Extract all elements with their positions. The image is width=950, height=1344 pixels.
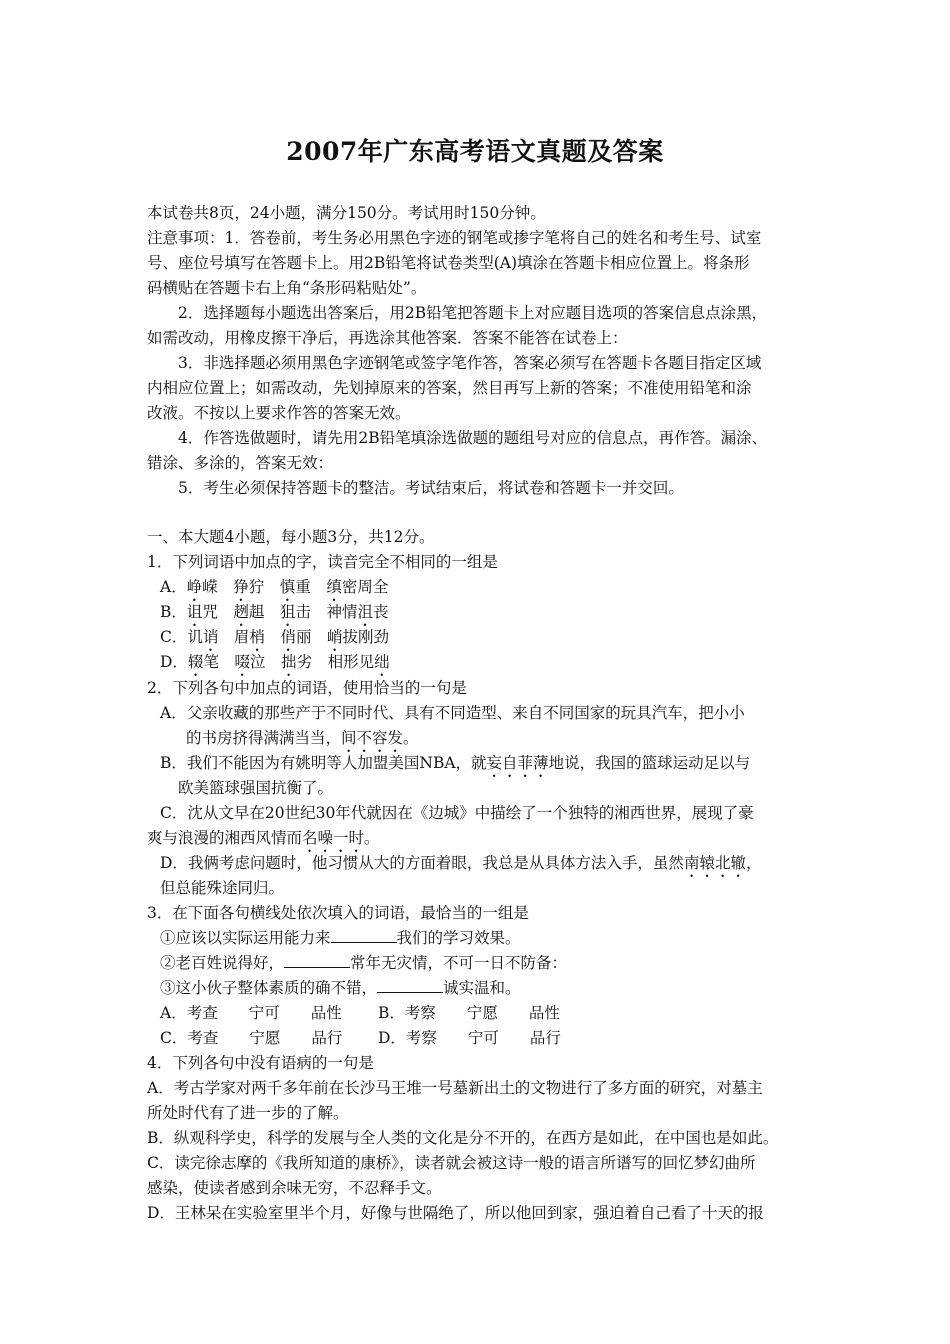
q4-option-a: A．考古学家对两千多年前在长沙马王堆一号墓新出土的文物进行了多方面的研究，对墓主 — [147, 1079, 763, 1097]
q1-option-d: D．辍笔 啜泣 拙劣 相形见绌 — [160, 653, 390, 671]
q2-option-b: B．我们不能因为有姚明等人加盟美国NBA，就妄自菲薄地说，我国的篮球运动足以与 — [160, 754, 751, 772]
q4-option-d: D．王林呆在实验室里半个月，好像与世隔绝了，所以他回到家，强迫着自己看了十天的报 — [147, 1204, 764, 1222]
notice-line: 号、座位号填写在答题卡上。用2B铅笔将试卷类型(A)填涂在答题卡相应位置上。将条形 — [147, 254, 750, 272]
q2-option-c: C．沈从文早在20世纪30年代就因在《边城》中描绘了一个独特的湘西世界，展现了豪 — [160, 804, 754, 822]
q1-option-c: C．讥诮 眉梢 俏丽 峭拔刚劲 — [160, 628, 390, 646]
q2-option-a-cont: 的书房挤得满满当当，间不容发。 — [186, 729, 419, 747]
q4-option-c: C．读完徐志摩的《我所知道的康桥》，读者就会被这诗一般的语言所谱写的回忆梦幻曲所 — [147, 1154, 756, 1172]
question-stem: 4．下列各句中没有语病的一句是 — [147, 1054, 374, 1072]
q1-option-b: B．诅咒 趔趄 狙击 神情沮丧 — [160, 603, 389, 621]
notice-line: 内相应位置上；如需改动，先划掉原来的答案，然目再写上新的答案；不准使用铅笔和涂 — [147, 379, 752, 397]
fill-blank — [331, 927, 397, 943]
question-stem: 2．下列各句中加点的词语，使用恰当的一句是 — [147, 679, 467, 697]
question-stem: 1．下列词语中加点的字，读音完全不相同的一组是 — [147, 553, 498, 571]
q3-sentence-3: ③这小伙子整体素质的确不错， 诚实温和。 — [160, 979, 521, 997]
page-title: 2007年广东高考语文真题及答案 — [286, 137, 664, 166]
fill-blank — [377, 977, 443, 993]
q3-options-row-2: C．考查 宁愿 品行 D．考察 宁可 品行 — [160, 1029, 561, 1047]
question-stem: 3．在下面各句横线处依次填入的词语，最恰当的一组是 — [147, 904, 529, 922]
notice-line: 改液。不按以上要求作答的答案无效。 — [147, 404, 411, 422]
notice-line: 3．非选择题必须用黑色字迹钢笔或签字笔作答，答案必须写在答题卡各题目指定区域 — [178, 354, 762, 372]
q4-option-a-cont: 所处时代有了进一步的了解。 — [147, 1104, 349, 1122]
fill-blank — [284, 952, 350, 968]
notice-line: 注意事项：1．答卷前，考生务必用黑色字迹的钢笔或掺字笔将自己的姓名和考生号、试室 — [147, 229, 762, 247]
q2-option-d-cont: 但总能殊途同归。 — [160, 879, 285, 897]
notice-line: 错涂、多涂的，答案无效： — [147, 454, 334, 472]
q2-option-b-cont: 欧美篮球强国抗衡了。 — [178, 779, 334, 797]
notice-line: 2．选择题每小题选出答案后，用2B铅笔把答题卡上对应题目选项的答案信息点涂黑， — [178, 304, 768, 322]
notice-line: 如需改动，用橡皮擦干净后，再选涂其他答案．答案不能答在试卷上： — [147, 329, 628, 347]
q3-options-row-1: A．考查 宁可 品性 B．考察 宁愿 品性 — [160, 1004, 560, 1022]
q4-option-c-cont: 感染，使读者感到余味无穷，不忍释手文。 — [147, 1179, 442, 1197]
q3-sentence-1: ①应该以实际运用能力来 我们的学习效果。 — [160, 929, 521, 947]
exam-intro: 本试卷共8页，24小题，满分150分。考试用时150分钟。 — [147, 204, 546, 222]
notice-line: 4．作答选做题时，请先用2B铅笔填涂选做题的题组号对应的信息点，再作答。漏涂、 — [178, 429, 768, 447]
section-heading: 一、本大题4小题，每小题3分，共12分。 — [147, 528, 435, 546]
q3-sentence-2: ②老百姓说得好， 常年无灾情，不可一日不防备： — [160, 954, 568, 972]
notice-line: 5．考生必须保持答题卡的整洁。考试结束后，将试卷和答题卡一并交回。 — [178, 479, 684, 497]
q2-option-a: A．父亲收藏的那些产于不同时代、具有不同造型、来自不同国家的玩具汽车，把小小 — [160, 704, 745, 722]
q2-option-c-cont: 爽与浪漫的湘西风情而名噪一时。 — [147, 829, 380, 847]
q1-option-a: A．峥嵘 狰狞 慎重 缜密周全 — [160, 578, 389, 596]
q2-option-d: D．我俩考虑问题时，他习惯从大的方面着眼，我总是从具体方法入手，虽然南辕北辙， — [160, 854, 762, 872]
notice-line: 码横贴在答题卡右上角“条形码粘贴处”。 — [147, 279, 427, 297]
q4-option-b: B．纵观科学史，科学的发展与全人类的文化是分不开的，在西方是如此，在中国也是如此。 — [147, 1129, 779, 1147]
